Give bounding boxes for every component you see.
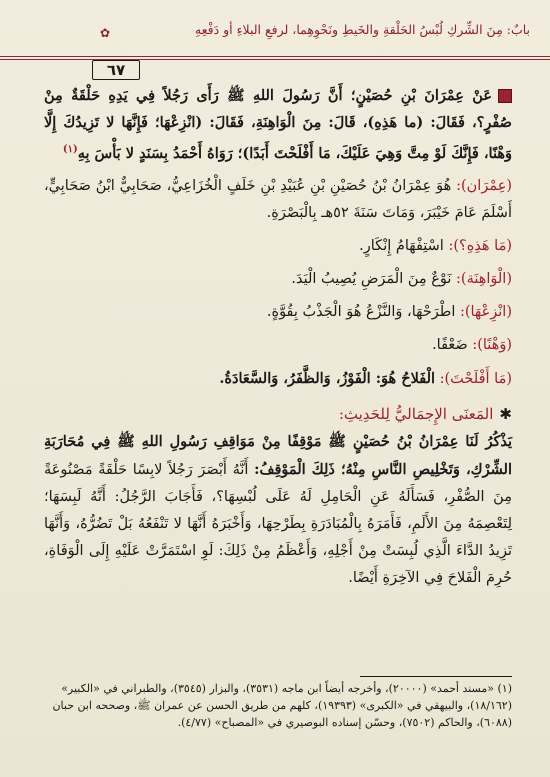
glossary-item [44, 365, 512, 393]
glossary-item [44, 299, 512, 326]
gloss-term: (الْوَاهِنَة): [456, 270, 512, 287]
gloss-term: (مَا هَذِهِ؟): [448, 237, 512, 254]
meaning-body: أَنَّهُ أَبْصَرَ رَجُلاً لابِسًا حَلْقَةً مَصْنُوعَةً مِنَ الصُّفْرِ، فَسَأَلَهُ عَنِ الْحَامِلِ لَهُ عَلَى لُبْسِهَا؟، فَأَجَابَ الرَّجُلُ: أَنَّهُ لَبِسَهَا؛ لِتَعْصِمَهُ مِنَ الأَلَمِ، فَأَمَرَهُ بِالْمُبَادَرَةِ بِطَرْحِهَا، وَأَخْبَرَهُ أَنَّهَا لا تَنْفَعُهُ بَلْ تَضُرُّهُ، وَأَنَّهَا تَزِيدُ الدَّاءَ الَّذِي لُبِسَتْ مِنْ أَجْلِهِ، وَأَعْظَمُ مِنْ ذَلِكَ: لَوِ اسْتَمَرَّتْ عَلَيْهِ إِلَى الْوَفَاةِ، حُرِمَ الْفَلاحَ فِي الآخِرَةِ أَيْضًا. [44, 461, 512, 586]
glossary-item [44, 173, 512, 227]
footnotes [44, 680, 512, 731]
meaning-paragraph [44, 428, 512, 592]
main-text [44, 82, 512, 592]
gloss-term: (انْزِعْهَا): [459, 303, 512, 320]
gloss-term: (مَا أَفْلَحْتَ): [439, 370, 512, 387]
header-rule [0, 56, 550, 57]
hadith-marker-icon [498, 89, 512, 103]
footnote-rule [360, 676, 512, 677]
gloss-term: (عِمْرَان): [456, 177, 513, 194]
header-rule-inner [0, 59, 550, 60]
gloss-term: (وَهْنًا): [472, 336, 512, 353]
gloss-def: ضَعْفًا. [432, 336, 468, 353]
gloss-def: الْفَلاحُ هُوَ: الْفَوْزُ، وَالظَّفَرُ، وَالسَّعَادَةُ. [219, 369, 436, 387]
gloss-def: هُوَ عِمْرَانُ بْنُ حُصَيْنِ بْنِ عُبَيْدِ بْنِ خَلَفٍ الْخُزَاعِيُّ، صَحَابِيٌّ ابْنُ صَحَابِيٍّ، أَسْلَمَ عَامَ خَيْبَرَ، وَمَاتَ سَنَةَ ٥٢هـ بِالْبَصْرَةِ. [44, 177, 512, 221]
running-head: بابٌ: مِنَ الشِّركِ لُبْسُ الحَلْقةِ والخَيطِ ونَحْوِهِما، لرفعِ البلاءِ أو دَفْعِهِ [194, 22, 530, 37]
footnote-item: (١) «مسند أحمد» (٢٠٠٠٠)، وأخرجه أيضاً ابن ماجه (٣٥٣١)، والبزار (٣٥٤٥)، والطبراني في «الكبير» (١٨/١٦٢)، والبيهقي في «الكبرى» (١٩٣٩٣)، كلهم من طريق الحسن عن عمران ﷺ، وصححه ابن حبان (٦٠٨٨)، والحاكم (٧٥٠٢)، وحسّن إسناده البوصيري في «المصباح» (٤/٧٧). [52, 682, 512, 729]
glossary [44, 173, 512, 393]
meaning-lead: يَذْكُرُ لَنَا عِمْرَانُ بْنُ حُصَيْنٍ ﷺ مَوْقِفًا مِنْ مَوَاقِفِ رَسُولِ اللهِ ﷺ فِي مُحَارَبَةِ الشِّرْكِ، وَتَخْلِيصِ النَّاسِ مِنْهُ؛ ذَلِكَ الْمَوْقِفُ: [44, 432, 512, 478]
gloss-def: نَوْعٌ مِنَ الْمَرَضِ يُصِيبُ الْيَدَ. [291, 270, 452, 287]
footnote-ref: (١) [62, 144, 78, 155]
gloss-def: اطْرَحْهَا، وَالنَّزْعُ هُوَ الْجَذْبُ بِقُوَّةٍ. [266, 303, 456, 320]
hadith-text: عَنْ عِمْرَانَ بْنِ حُصَيْنٍ؛ أَنَّ رَسُولَ اللهِ ﷺ رَأَى رَجُلاً فِي يَدِهِ حَلْقَةٌ مِنْ صُفْرٍ؟، فَقَالَ: (ما هَذِهِ)، قَالَ: مِنَ الْوَاهِنَةِ، فَقَالَ: (انْزِعْهَا؛ فَإِنَّهَا لا تَزِيدُكَ إِلَّا وَهْنًا، فَإِنَّكَ لَوْ مِتَّ وَهِيَ عَلَيْكَ، مَا أَفْلَحْتَ أَبَدًا)؛ رَوَاهُ أَحْمَدُ بِسَنَدٍ لا بَأْسَ بِهِ [44, 87, 512, 162]
hadith-paragraph [44, 82, 512, 167]
glossary-item [44, 332, 512, 359]
ornament-icon: ✿ [100, 26, 111, 40]
page-number: ٦٧ [92, 60, 140, 80]
gloss-def: اسْتِفْهَامُ إِنْكَارٍ. [359, 237, 444, 254]
glossary-item [44, 233, 512, 260]
glossary-item [44, 266, 512, 293]
section-title: ✱المَعنَى الإِجمَاليُّ لِلحَدِيثِ: [338, 404, 512, 423]
star-bullet-icon: ✱ [499, 404, 512, 423]
